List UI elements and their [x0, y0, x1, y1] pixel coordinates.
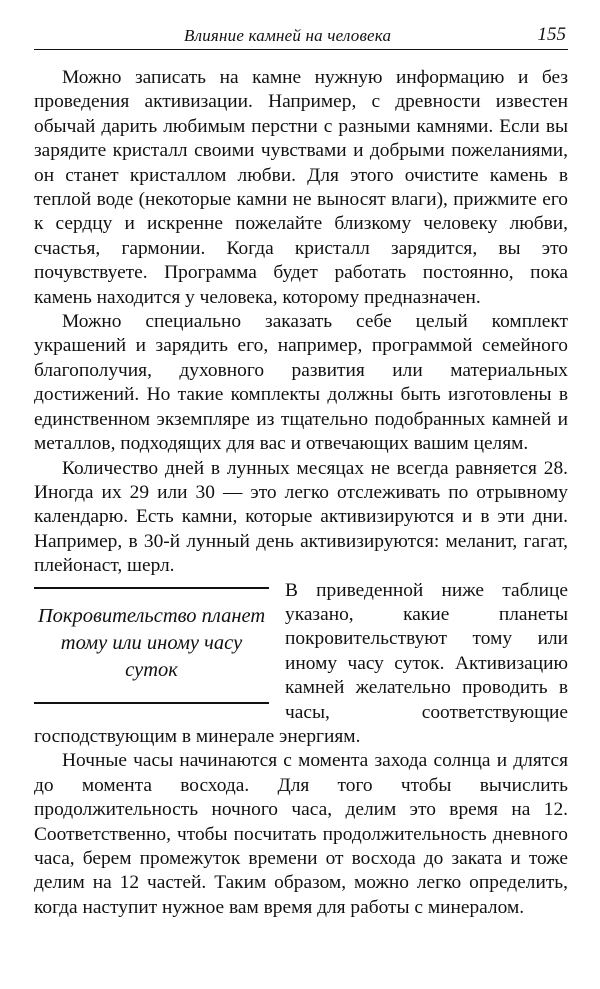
body-text [34, 66, 568, 920]
paragraph: Можно специально заказать себе целый комплект украшений и зарядить его, например, программой семейного благополучия, духовного развития или материальных достижений. Но такие комплекты должны быть изготовлены в единственном экземпляре из тщательно подобранных камней и металлов, подходящих для вас и отвечающих вашим целям. [34, 311, 568, 455]
sidebar-title: Покровительство планет тому или иному часу суток [37, 604, 266, 681]
sidebar-box [34, 587, 269, 704]
header-rule [34, 49, 568, 51]
paragraph: В приведенной ниже таблице указано, какие планеты покровительствуют тому или иному часу суток. Активизацию камней желательно проводить в часы, соответствующие господствующим в минерале энергиям. [34, 579, 568, 747]
page-header [34, 20, 568, 50]
paragraph: Количество дней в лунных месяцах не всегда равняется 28. Иногда их 29 или 30 — это легко отслеживать по отрывному календарю. Есть камни, которые активизируются и в эти дни. Например, в 30-й лунный день активизируются: меланит, гагат, плейонаст, шерл. [34, 457, 568, 577]
page-number: 155 [537, 24, 566, 45]
paragraph: Можно записать на камне нужную информацию и без проведения активизации. Например, с древности известен обычай дарить любимым перстни с разными камнями. Если вы зарядите кристалл своими чувствами и добрыми пожеланиями, он станет кристаллом любви. Для этого очистите камень в теплой воде (некоторые камни не выносят влаги), прижмите его к сердцу и искренне пожелайте близкому человеку любви, счастья, гармонии. Когда кристалл зарядится, вы это почувствуете. Программа будет работать постоянно, пока камень находится у человека, которому предназначен. [34, 67, 568, 308]
running-title: Влияние камней на человека [184, 26, 392, 45]
paragraph: Ночные часы начинаются с момента захода солнца и длятся до момента восхода. Для того чтобы вычислить продолжительность ночного часа, делим это время на 12. Соответственно, чтобы посчитать продолжительность дневного часа, берем промежуток времени от восхода до заката и тоже делим на 12 частей. Таким образом, можно легко определить, когда наступит нужное вам время для работы с минералом. [34, 750, 568, 918]
